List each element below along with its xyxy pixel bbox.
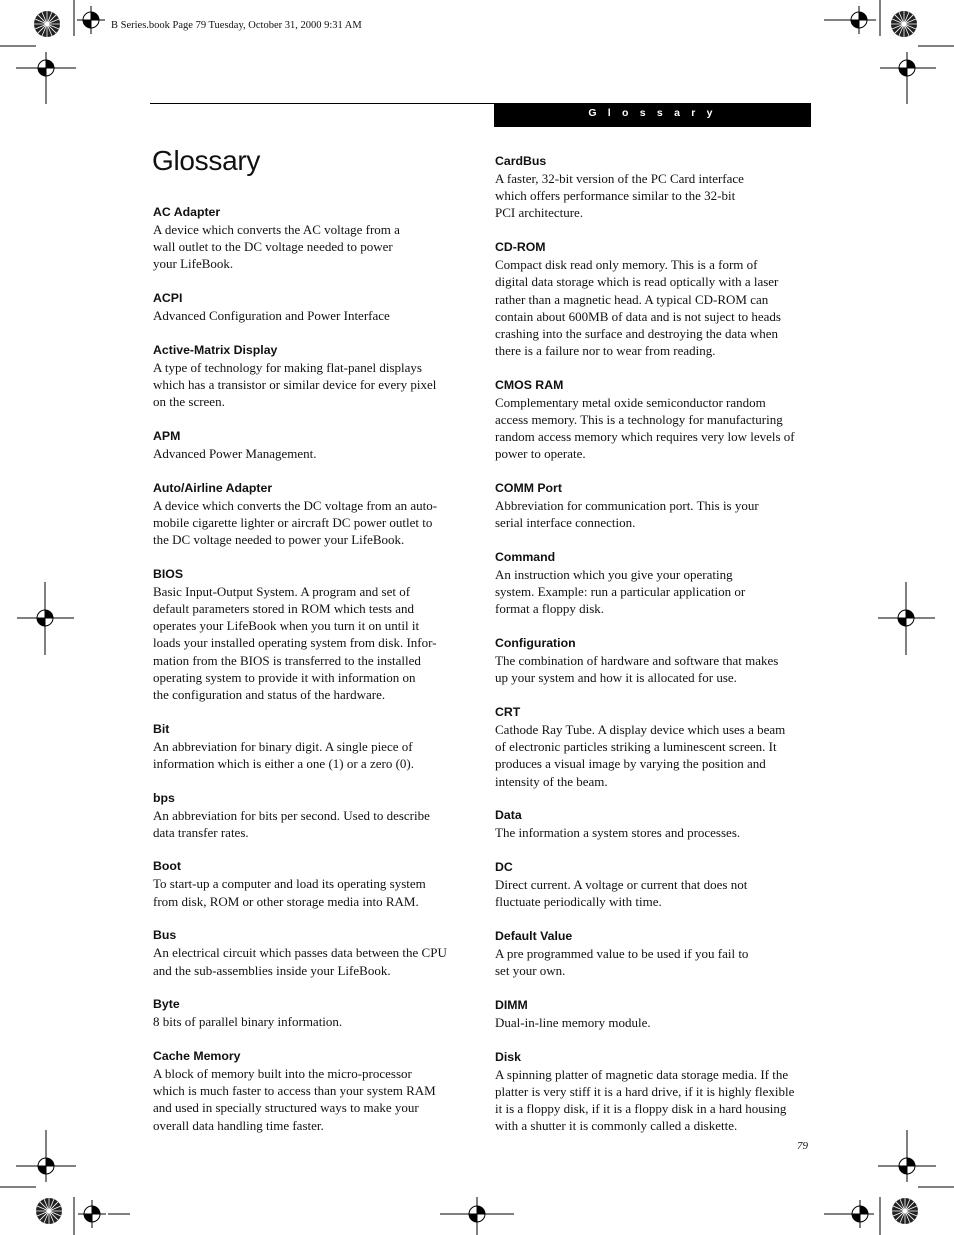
glossary-definition: A faster, 32-bit version of the PC Card interface which offers performance similar to the 32-bit PCI architecture. (495, 171, 744, 221)
glossary-term: CMOS RAM (495, 377, 564, 392)
glossary-term: Byte (153, 997, 180, 1012)
registration-target-mark (77, 6, 105, 34)
glossary-entry (153, 720, 473, 772)
glossary-definition: An electrical circuit which passes data between the CPU and the sub-assemblies inside your LifeBook. (153, 945, 447, 978)
starburst-registration-mark (892, 1198, 918, 1224)
glossary-definition: Abbreviation for communication port. This is your serial interface connection. (495, 498, 759, 531)
glossary-term: DC (495, 860, 513, 875)
glossary-term: Active-Matrix Display (153, 342, 278, 357)
glossary-entry (153, 565, 473, 703)
glossary-definition: Dual-in-line memory module. (495, 1014, 651, 1030)
glossary-definition: An abbreviation for bits per second. Used to describe data transfer rates. (153, 807, 430, 840)
glossary-definition: A pre programmed value to be used if you fail to set your own. (495, 945, 749, 979)
glossary-definition: A block of memory built into the micro-processor which is much faster to access than your system RAM and used in specially structured ways to make your overall data handling time faster. (153, 1065, 436, 1133)
glossary-definition: A type of technology for making flat-panel displays which has a transistor or similar device for every pixel on the screen. (153, 359, 437, 410)
glossary-entry (495, 703, 813, 790)
glossary-definition: An instruction which you give your operating system. Example: run a particular application or format a floppy disk. (495, 567, 746, 617)
glossary-term: Default Value (495, 928, 573, 943)
section-header-bar (494, 103, 811, 127)
glossary-term: BIOS (153, 566, 184, 581)
glossary-term: Disk (495, 1049, 521, 1064)
glossary-term: Command (495, 550, 556, 565)
glossary-definition: Direct current. A voltage or current that does not fluctuate periodically with time. (495, 877, 748, 910)
glossary-term: CD-ROM (495, 240, 546, 255)
glossary-term: Bit (153, 721, 170, 736)
glossary-term: APM (153, 428, 181, 443)
glossary-definition: Basic Input-Output System. A program and set of default parameters stored in ROM which tests and operates your LifeBook when you turn it on until it loads your installed operating system from disk. Infor- mation from the BIOS is transferred to the installed operating system to provide it with information on the configuration and status of the hardware. (153, 583, 437, 702)
glossary-term: CardBus (495, 154, 547, 168)
glossary-definition: A device which converts the DC voltage from an auto- mobile cigarette lighter or aircraft DC power outlet to the DC voltage needed to power your LifeBook. (153, 497, 438, 548)
glossary-entry (495, 1048, 813, 1135)
glossary-definition: Cathode Ray Tube. A display device which uses a beam of electronic particles striking a luminescent screen. It produces a visual image by varying the position and intensity of the beam. (495, 722, 786, 789)
glossary-entry (495, 996, 813, 1031)
glossary-definition: To start-up a computer and load its operating system from disk, ROM or other storage media into RAM. (153, 876, 426, 909)
glossary-entry (495, 548, 813, 618)
glossary-definition: Advanced Configuration and Power Interface (153, 308, 390, 324)
starburst-registration-mark (36, 1198, 62, 1224)
glossary-entry (495, 152, 813, 222)
glossary-entry (495, 479, 813, 531)
page-number: 79 (797, 1140, 808, 1152)
glossary-term: Configuration (495, 636, 576, 651)
starburst-registration-mark (891, 11, 917, 37)
section-header-label: G l o s s a r y (588, 107, 717, 119)
glossary-entry (153, 1047, 473, 1134)
glossary-term: AC Adapter (153, 205, 221, 219)
glossary-definition: Complementary metal oxide semiconductor random access memory. This is a technology for manufacturing random access memory which requires very low levels of power to operate. (495, 394, 795, 462)
glossary-term: Auto/Airline Adapter (153, 480, 273, 495)
registration-target-mark (846, 1200, 874, 1228)
glossary-definition: A device which converts the AC voltage from a wall outlet to the DC voltage needed to power your LifeBook. (153, 222, 400, 272)
glossary-entry (153, 926, 473, 978)
glossary-definition: The information a system stores and processes. (495, 825, 741, 841)
glossary-definition: 8 bits of parallel binary information. (153, 1014, 343, 1030)
glossary-entry (153, 857, 473, 909)
glossary-term: ACPI (153, 291, 183, 306)
registration-target-mark (78, 1200, 106, 1228)
glossary-entry (495, 858, 813, 910)
glossary-entry (153, 789, 473, 841)
glossary-right-column (495, 152, 813, 1151)
glossary-term: bps (153, 790, 175, 805)
glossary-definition: Advanced Power Management. (153, 445, 317, 461)
glossary-entry (153, 995, 473, 1030)
glossary-entry (495, 806, 813, 841)
glossary-term: CRT (495, 705, 521, 720)
glossary-term: Cache Memory (153, 1048, 241, 1063)
glossary-definition: The combination of hardware and software that makes up your system and how it is allocated for use. (495, 653, 779, 686)
glossary-term: DIMM (495, 997, 528, 1012)
glossary-definition: Compact disk read only memory. This is a form of digital data storage which is read optically with a laser rather than a magnetic head. A typical CD-ROM can contain about 600MB of data and is not suject to heads crashing into the surface and destroying the data when there is a failure nor to wear from reading. (495, 257, 781, 359)
glossary-term: COMM Port (495, 481, 562, 496)
glossary-entry (153, 479, 473, 549)
glossary-entry (153, 341, 473, 411)
glossary-definition: A spinning platter of magnetic data storage media. If the platter is very stiff it is a hard drive, if it is highly flexible it is a floppy disk, if it is a floppy disk in a hard housing with a shutter it is commonly called a diskette. (495, 1066, 795, 1134)
glossary-entry (153, 203, 473, 273)
glossary-term: Bus (153, 928, 177, 943)
glossary-definition: An abbreviation for binary digit. A single piece of information which is either a one (1) or a zero (0). (153, 738, 414, 771)
page-title: Glossary (152, 145, 261, 176)
header-rule (150, 103, 494, 104)
glossary-entry (495, 238, 813, 359)
glossary-entry (495, 634, 813, 686)
glossary-entry (153, 289, 473, 324)
glossary-term: Boot (153, 859, 181, 874)
glossary-entry (495, 927, 813, 979)
starburst-registration-mark (34, 11, 60, 37)
print-slug: B Series.book Page 79 Tuesday, October 31, 2000 9:31 AM (111, 20, 362, 31)
glossary-entry (153, 427, 473, 462)
glossary-left-column (153, 203, 473, 1150)
glossary-entry (495, 376, 813, 463)
glossary-term: Data (495, 808, 522, 823)
